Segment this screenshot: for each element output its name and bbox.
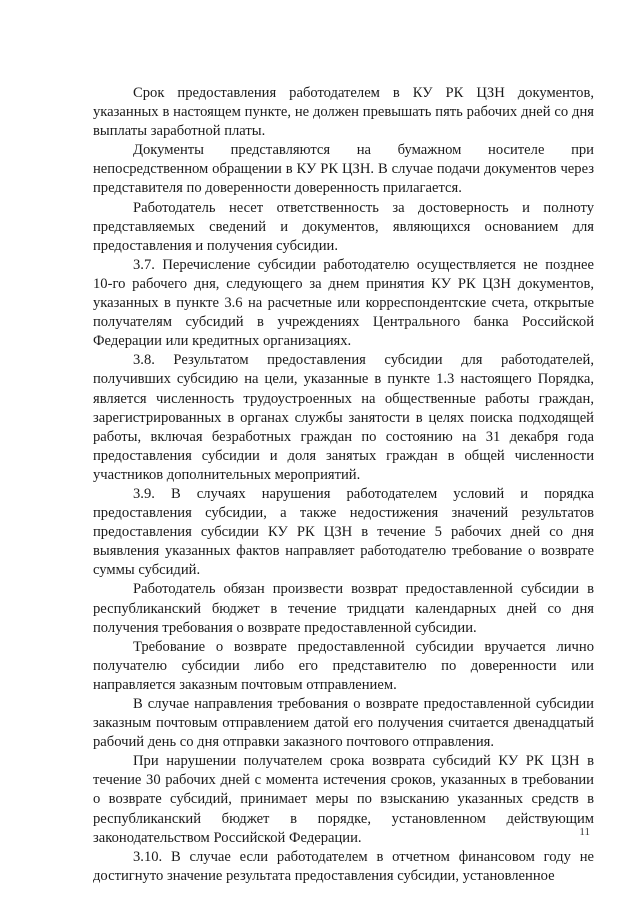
paragraph-3-10: 3.10. В случае если работодателем в отчетном финансовом году не достигнуто значение результата предоставления субсидии, установленное (93, 848, 594, 884)
paragraph-3-8: 3.8. Результатом предоставления субсидии для работодателей, получивших субсидию на цели, указанные в пункте 1.3 настоящего Порядка, является численность трудоустроенных на общественные работы граждан, зарегистрированных в органах службы занятости в целях поиска подходящей работы, включая безработных граждан по состоянию на 31 декабря года предоставления субсидии и доля занятых граждан в общей численности участников дополнительных мероприятий. (93, 352, 594, 483)
paragraph-postal-receipt-date: В случае направления требования о возврате предоставленной субсидии заказным почтовым отправлением датой его получения считается двенадцатый рабочий день со дня отправки заказного почтового отправления. (93, 696, 594, 751)
paragraph-refund-requirement-delivery: Требование о возврате предоставленной субсидии вручается лично получателю субсидии либо его представителю по доверенности или направляется заказным почтовым отправлением. (93, 638, 594, 693)
paragraph-documents-submission: Документы представляются на бумажном носителе при непосредственном обращении в КУ РК ЦЗН. В случае подачи документов через представителя по доверенности доверенность прилагается. (93, 142, 594, 197)
paragraph-document-deadline: Срок предоставления работодателем в КУ РК ЦЗН документов, указанных в настоящем пункте, не должен превышать пять рабочих дней со дня выплаты заработной платы. (93, 85, 594, 140)
paragraph-refund-violation: При нарушении получателем срока возврата субсидий КУ РК ЦЗН в течение 30 рабочих дней с момента истечения сроков, указанных в требовании о возврате субсидий, принимает меры по взысканию указанных средств в республиканский бюджет в порядке, установленном действующим законодательством Российской Федерации. (93, 753, 594, 846)
paragraph-3-7: 3.7. Перечисление субсидии работодателю осуществляется не позднее 10-го рабочего дня, следующего за днем принятия КУ РК ЦЗН документов, указанных в пункте 3.6 на расчетные или корреспондентские счета, открытые получателям субсидий в учреждениях Центрального банка Российской Федерации или кредитных организациях. (93, 256, 594, 350)
document-body (93, 84, 594, 886)
page-number: 11 (579, 826, 590, 838)
paragraph-3-9: 3.9. В случаях нарушения работодателем условий и порядка предоставления субсидии, а также недостижения значений результатов предоставления субсидии КУ РК ЦЗН в течение 5 рабочих дней со дня выявления указанных фактов направляет работодателю требование о возврате суммы субсидий. (93, 485, 594, 579)
paragraph-refund-obligation: Работодатель обязан произвести возврат предоставленной субсидии в республиканский бюджет в течение тридцати календарных дней со дня получения требования о возврате предоставленной субсидии. (93, 581, 594, 636)
paragraph-employer-responsibility: Работодатель несет ответственность за достоверность и полноту представляемых сведений и документов, являющихся основанием для предоставления и получения субсидии. (93, 199, 594, 254)
